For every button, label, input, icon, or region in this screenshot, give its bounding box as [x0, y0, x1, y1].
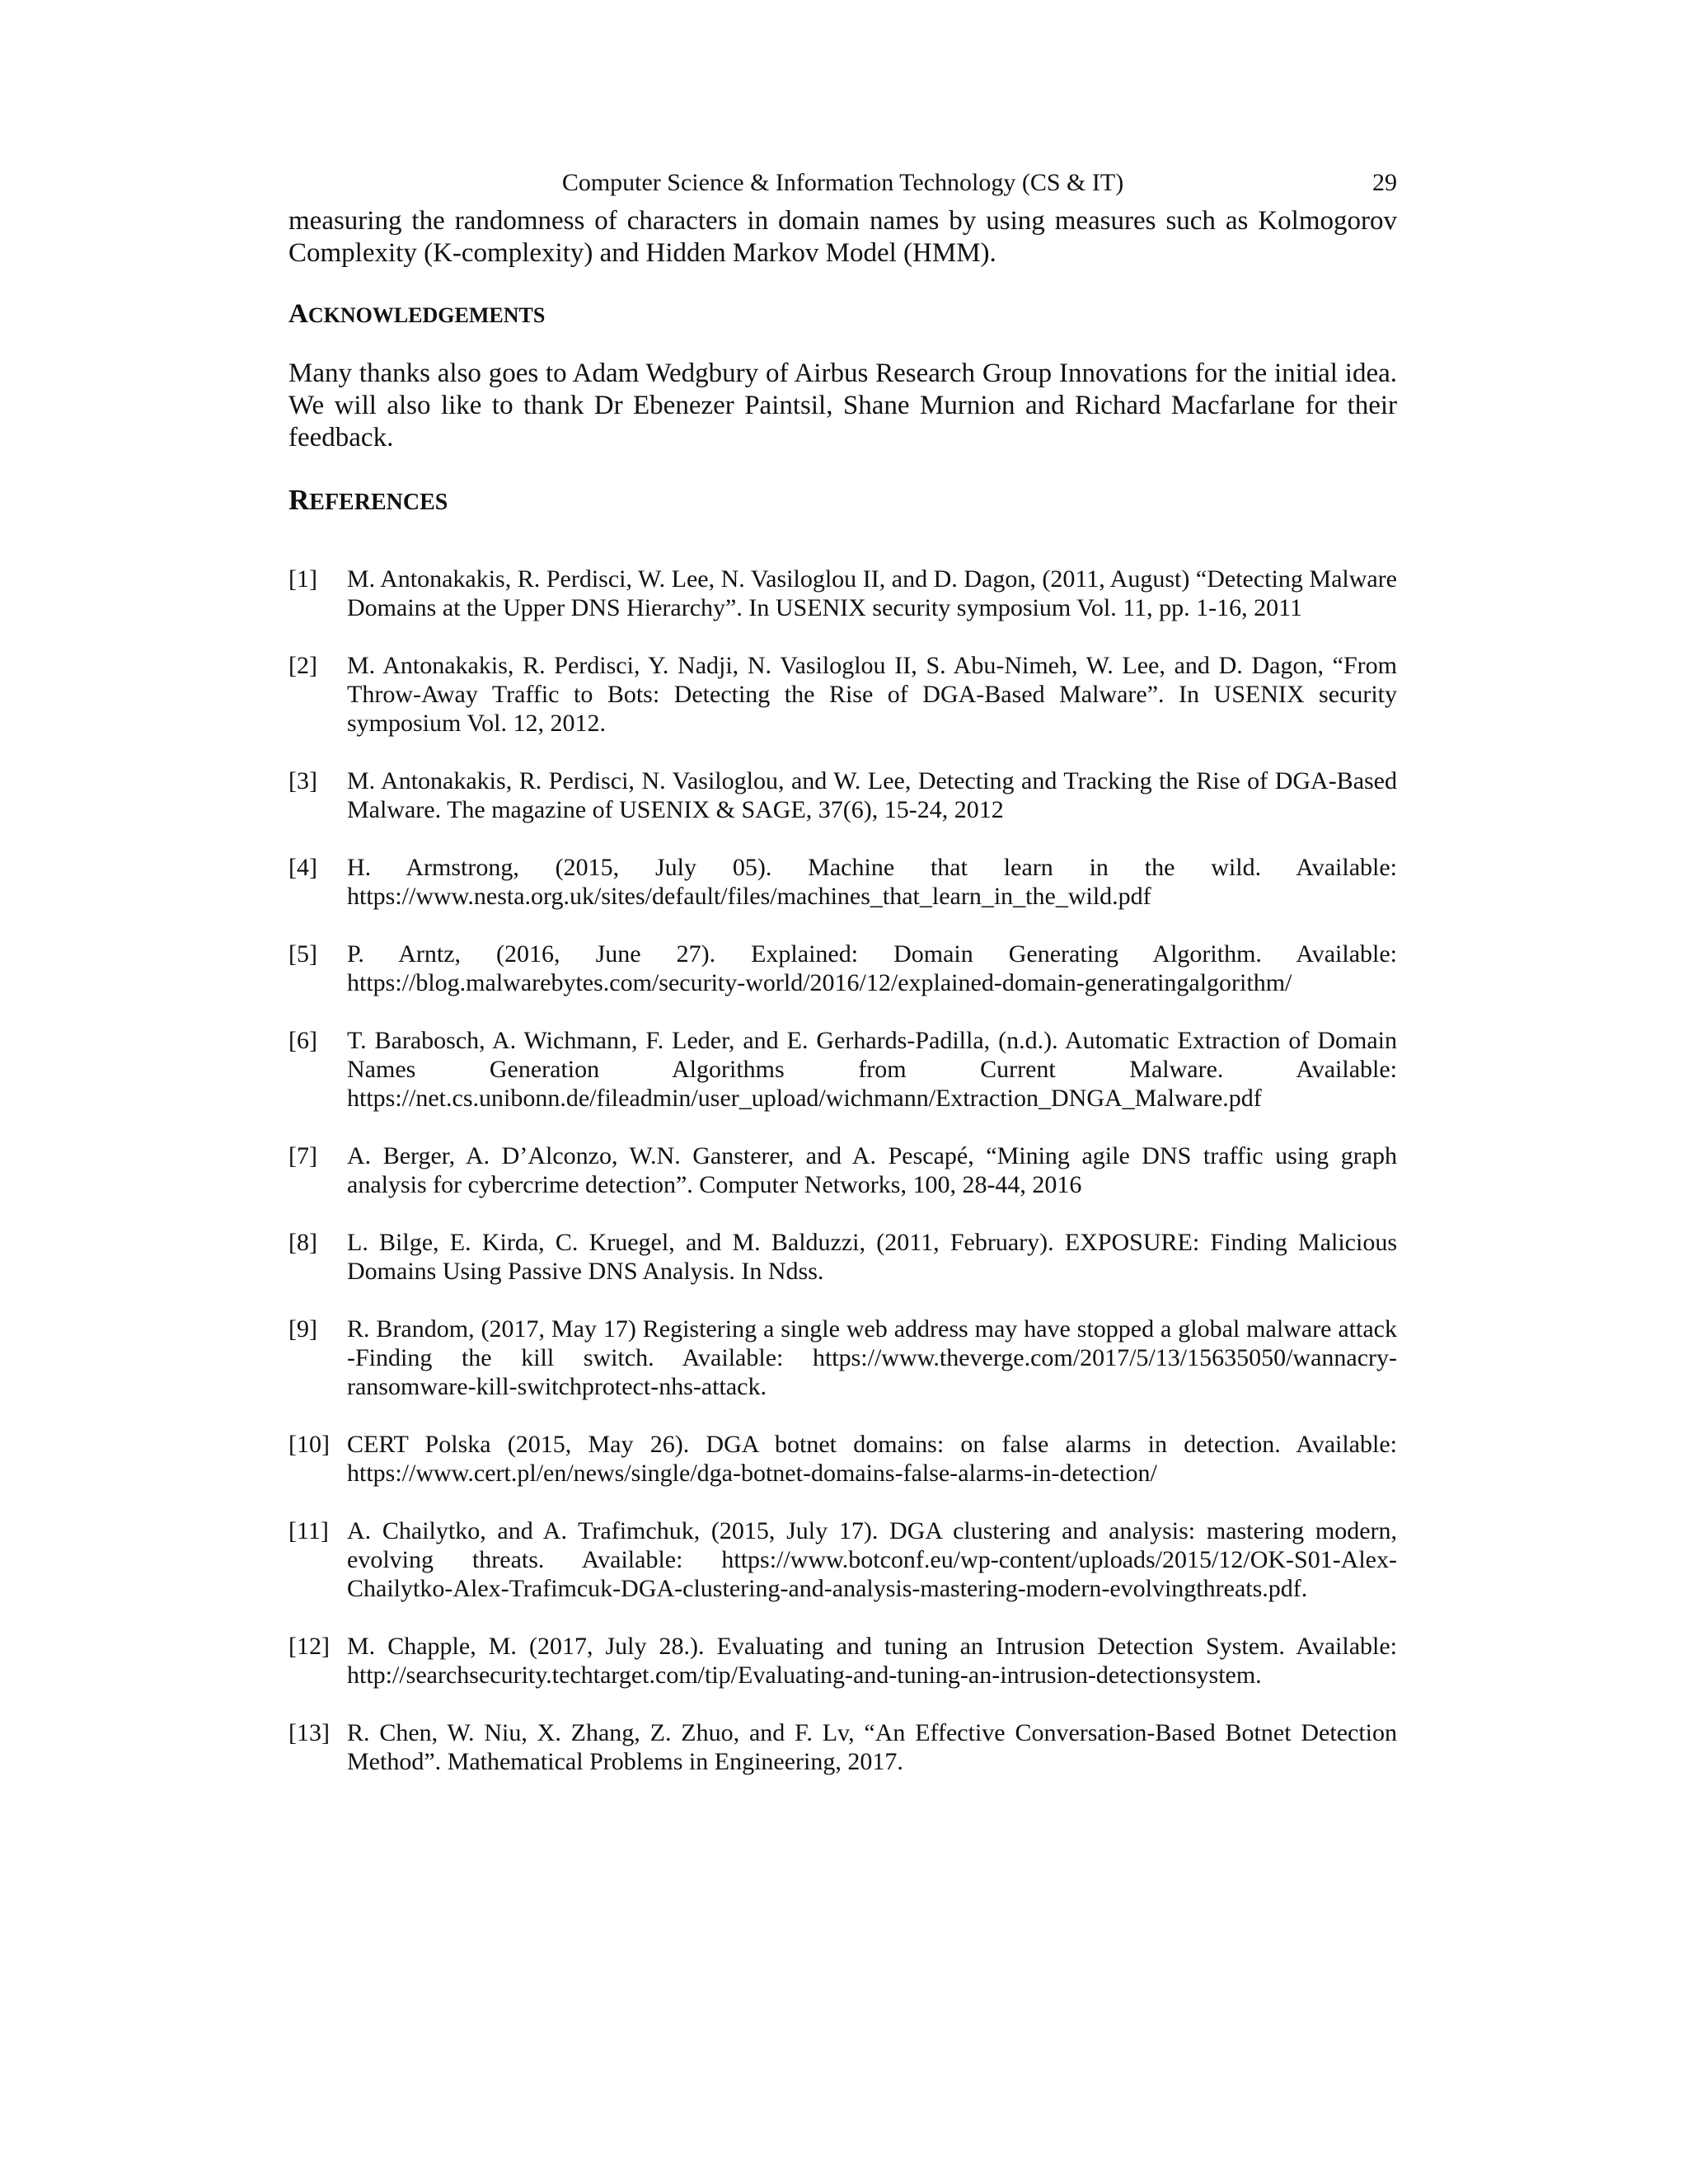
references-heading	[288, 484, 1397, 517]
reference-number: [8]	[288, 1229, 317, 1256]
reference-number: [9]	[288, 1315, 317, 1343]
running-header	[288, 169, 1397, 205]
reference-number: [6]	[288, 1027, 317, 1054]
references-heading-initial: R	[288, 484, 310, 516]
reference-item	[288, 1228, 1397, 1286]
reference-item	[288, 651, 1397, 738]
reference-number: [13]	[288, 1719, 330, 1746]
reference-text: CERT Polska (2015, May 26). DGA botnet domains: on false alarms in detection. Available: https://www.cert.pl/en/news/single/dga-botnet-domains-false-alarms-in-detection/	[347, 1431, 1397, 1487]
reference-text: R. Brandom, (2017, May 17) Registering a single web address may have stopped a global malware attack -Finding the kill switch. Available: https://www.theverge.com/2017/5/13/15635050/wannacry-ransomware-kill-switchprotect-nhs-attack.	[347, 1315, 1397, 1400]
reference-text: H. Armstrong, (2015, July 05). Machine that learn in the wild. Available: https://www.nesta.org.uk/sites/default/files/machines_that_learn_in_the_wild.pdf	[347, 854, 1397, 910]
reference-text: M. Antonakakis, R. Perdisci, W. Lee, N. Vasiloglou II, and D. Dagon, (2011, August) “Detecting Malware Domains at the Upper DNS Hierarchy”. In USENIX security symposium Vol. 11, pp. 1-16, 2011	[347, 565, 1397, 621]
reference-item	[288, 1315, 1397, 1401]
reference-item	[288, 1026, 1397, 1113]
reference-text: T. Barabosch, A. Wichmann, F. Leder, and E. Gerhards-Padilla, (n.d.). Automatic Extraction of Domain Names Generation Algorithms from Current Malware. Available: https://net.cs.unibonn.de/fileadmin/user_upload/wichmann/Extraction_DNGA_Malware.pdf	[347, 1027, 1397, 1112]
reference-item	[288, 766, 1397, 824]
reference-item	[288, 1718, 1397, 1776]
reference-item	[288, 1141, 1397, 1199]
reference-item	[288, 853, 1397, 911]
reference-text: M. Antonakakis, R. Perdisci, Y. Nadji, N. Vasiloglou II, S. Abu-Nimeh, W. Lee, and D. Dagon, “From Throw-Away Traffic to Bots: Detecting the Rise of DGA-Based Malware”. In USENIX security symposium Vol. 12, 2012.	[347, 652, 1397, 737]
reference-item	[288, 1516, 1397, 1603]
reference-item	[288, 565, 1397, 622]
reference-text: A. Chailytko, and A. Trafimchuk, (2015, July 17). DGA clustering and analysis: mastering modern, evolving threats. Available: https://www.botconf.eu/wp-content/uploads/2015/12/OK-S01-Alex-Chailytko-Alex-Trafimcuk-DGA-clustering-and-analysis-mastering-modern-evolvingthreats.pdf.	[347, 1517, 1397, 1602]
acknowledgements-heading-initial: A	[288, 299, 308, 329]
reference-number: [11]	[288, 1517, 329, 1544]
page-number: 29	[1372, 169, 1397, 196]
reference-text: A. Berger, A. D’Alconzo, W.N. Gansterer, and A. Pescapé, “Mining agile DNS traffic using graph analysis for cybercrime detection”. Computer Networks, 100, 28-44, 2016	[347, 1142, 1397, 1198]
reference-number: [2]	[288, 652, 317, 679]
reference-number: [12]	[288, 1633, 330, 1660]
reference-number: [5]	[288, 940, 317, 968]
acknowledgements-text: Many thanks also goes to Adam Wedgbury of Airbus Research Group Innovations for the initial idea. We will also like to thank Dr Ebenezer Paintsil, Shane Murnion and Richard Macfarlane for their feedback.	[288, 359, 1397, 452]
reference-text: P. Arntz, (2016, June 27). Explained: Domain Generating Algorithm. Available: https://blog.malwarebytes.com/security-world/2016/12/explained-domain-generatingalgorithm/	[347, 940, 1397, 996]
paper-page	[288, 169, 1397, 1805]
reference-item	[288, 1430, 1397, 1488]
acknowledgements-heading	[288, 299, 1397, 330]
reference-text: M. Antonakakis, R. Perdisci, N. Vasiloglou, and W. Lee, Detecting and Tracking the Rise of DGA-Based Malware. The magazine of USENIX & SAGE, 37(6), 15-24, 2012	[347, 767, 1397, 823]
reference-text: R. Chen, W. Niu, X. Zhang, Z. Zhuo, and F. Lv, “An Effective Conversation-Based Botnet Detection Method”. Mathematical Problems in Engineering, 2017.	[347, 1719, 1397, 1775]
reference-item	[288, 1632, 1397, 1690]
reference-number: [7]	[288, 1142, 317, 1169]
reference-text: M. Chapple, M. (2017, July 28.). Evaluating and tuning an Intrusion Detection System. Available: http://searchsecurity.techtarget.com/tip/Evaluating-and-tuning-an-intrusion-detectionsystem.	[347, 1633, 1397, 1689]
reference-number: [3]	[288, 767, 317, 794]
reference-item	[288, 940, 1397, 997]
journal-title: Computer Science & Information Technology (CS & IT)	[561, 169, 1124, 196]
reference-number: [4]	[288, 854, 317, 881]
acknowledgements-heading-rest: CKNOWLEDGEMENTS	[307, 303, 546, 327]
reference-list	[288, 565, 1397, 1776]
reference-text: L. Bilge, E. Kirda, C. Kruegel, and M. Balduzzi, (2011, February). EXPOSURE: Finding Malicious Domains Using Passive DNS Analysis. In Ndss.	[347, 1229, 1397, 1285]
reference-number: [1]	[288, 565, 317, 593]
intro-paragraph: measuring the randomness of characters in domain names by using measures such as Kolmogorov Complexity (K-complexity) and Hidden Markov Model (HMM).	[288, 206, 1397, 268]
references-heading-rest: EFERENCES	[309, 490, 448, 515]
reference-number: [10]	[288, 1431, 330, 1458]
